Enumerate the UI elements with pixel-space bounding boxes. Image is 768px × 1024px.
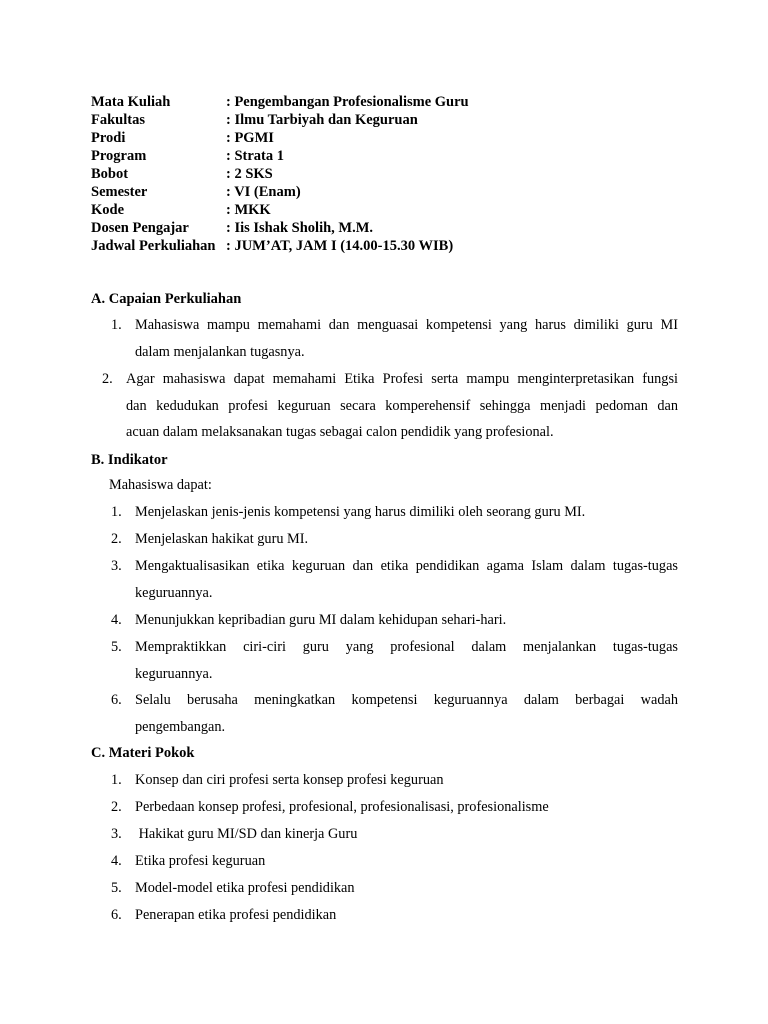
list-text (135, 848, 678, 875)
list-text (135, 607, 678, 634)
info-row-semester (91, 183, 691, 201)
info-label: Kode (91, 202, 125, 218)
list-text-line: Menunjukkan kepribadian guru MI dalam kehidupan sehari-hari. (135, 612, 507, 628)
list-text-line: Konsep dan ciri profesi serta konsep profesi keguruan (135, 772, 444, 788)
list-text-line: Agar mahasiswa dapat memahami Etika Profesi serta mampu menginterpretasikan fungsi (126, 371, 678, 387)
list-number: 5. (111, 880, 122, 896)
list-text (135, 499, 678, 526)
list-item (111, 875, 678, 902)
list-text (135, 794, 678, 821)
list-text (135, 767, 678, 794)
course-info-table (91, 93, 691, 255)
list-text-line: Mempraktikkan ciri-ciri guru yang profesional dalam menjalankan tugas-tugas (135, 639, 678, 655)
info-row-study-program (91, 129, 691, 147)
list-text-line: keguruannya. (135, 584, 213, 601)
info-row-faculty (91, 111, 691, 129)
list-item (111, 312, 678, 365)
list-number: 4. (111, 612, 122, 628)
section-b-title: B. Indikator (91, 452, 168, 468)
info-row-code (91, 201, 691, 219)
info-value: : Iis Ishak Sholih, M.M. (226, 220, 374, 236)
info-row-course (91, 93, 691, 111)
list-number: 6. (111, 907, 122, 923)
list-text (135, 821, 678, 848)
list-text (135, 553, 678, 606)
info-row-credits (91, 165, 691, 183)
list-item (111, 821, 678, 848)
list-text-line: pengembangan. (135, 718, 226, 735)
info-label: Semester (91, 184, 148, 200)
list-number: 4. (111, 853, 122, 869)
info-value: : MKK (226, 202, 271, 218)
list-text-line: Menjelaskan hakikat guru MI. (135, 531, 309, 547)
list-text-line: Penerapan etika profesi pendidikan (135, 907, 337, 923)
list-item (111, 902, 678, 929)
info-label: Bobot (91, 166, 129, 182)
info-value: : JUM’AT, JAM I (14.00-15.30 WIB) (226, 238, 454, 254)
list-text (135, 875, 678, 902)
list-text (135, 687, 678, 740)
list-item (111, 499, 678, 526)
indicator-intro: Mahasiswa dapat: (109, 477, 212, 493)
list-text-line: Mengaktualisasikan etika keguruan dan etika pendidikan agama Islam dalam tugas-tugas (135, 558, 678, 574)
info-label: Jadwal Perkuliahan (91, 238, 216, 254)
list-item (111, 634, 678, 687)
list-number: 1. (111, 317, 122, 333)
info-label: Prodi (91, 130, 126, 146)
list-text (135, 634, 678, 687)
list-item (111, 794, 678, 821)
list-item (111, 687, 678, 740)
list-item (111, 848, 678, 875)
list-text-line: Menjelaskan jenis-jenis kompetensi yang harus dimiliki oleh seorang guru MI. (135, 504, 586, 520)
info-value: : VI (Enam) (226, 184, 301, 200)
info-label: Program (91, 148, 147, 164)
list-text-line: Perbedaan konsep profesi, profesional, profesionalisasi, profesionalisme (135, 799, 549, 815)
list-text (126, 366, 678, 446)
list-text-line: keguruannya. (135, 665, 213, 682)
info-value: : Pengembangan Profesionalisme Guru (226, 94, 469, 110)
info-row-schedule (91, 237, 691, 255)
info-value: : PGMI (226, 130, 274, 146)
list-item (111, 553, 678, 606)
info-label: Fakultas (91, 112, 145, 128)
info-value: : Strata 1 (226, 148, 284, 164)
list-text-line: dalam menjalankan tugasnya. (135, 343, 305, 360)
list-number: 2. (111, 531, 122, 547)
list-text (135, 312, 678, 365)
info-row-program (91, 147, 691, 165)
section-a-title: A. Capaian Perkuliahan (91, 291, 242, 307)
list-number: 6. (111, 692, 122, 708)
list-number: 2. (102, 371, 113, 387)
list-text-line: Etika profesi keguruan (135, 853, 266, 869)
info-label: Dosen Pengajar (91, 220, 189, 236)
list-item (111, 607, 678, 634)
section-c-title: C. Materi Pokok (91, 745, 195, 761)
info-value: : Ilmu Tarbiyah dan Keguruan (226, 112, 418, 128)
list-item (111, 767, 678, 794)
list-text-line: dan kedudukan profesi keguruan secara komperehensif sehingga menjadi pedoman dan (126, 397, 678, 414)
list-text-line: Model-model etika profesi pendidikan (135, 880, 355, 896)
list-number: 1. (111, 772, 122, 788)
info-row-lecturer (91, 219, 691, 237)
list-item (111, 526, 678, 553)
list-text (135, 526, 678, 553)
list-text-line: Selalu berusaha meningkatkan kompetensi keguruannya dalam berbagai wadah (135, 692, 678, 708)
list-number: 5. (111, 639, 122, 655)
list-item (102, 366, 678, 446)
list-text (135, 902, 678, 929)
list-number: 2. (111, 799, 122, 815)
list-text-line: Hakikat guru MI/SD dan kinerja Guru (135, 826, 358, 842)
list-number: 3. (111, 558, 122, 574)
list-number: 1. (111, 504, 122, 520)
list-text-line: acuan dalam melaksanakan tugas sebagai calon pendidik yang profesional. (126, 424, 554, 440)
list-text-line: Mahasiswa mampu memahami dan menguasai kompetensi yang harus dimiliki guru MI (135, 317, 678, 333)
info-value: : 2 SKS (226, 166, 273, 182)
info-label: Mata Kuliah (91, 94, 171, 110)
list-number: 3. (111, 826, 122, 842)
